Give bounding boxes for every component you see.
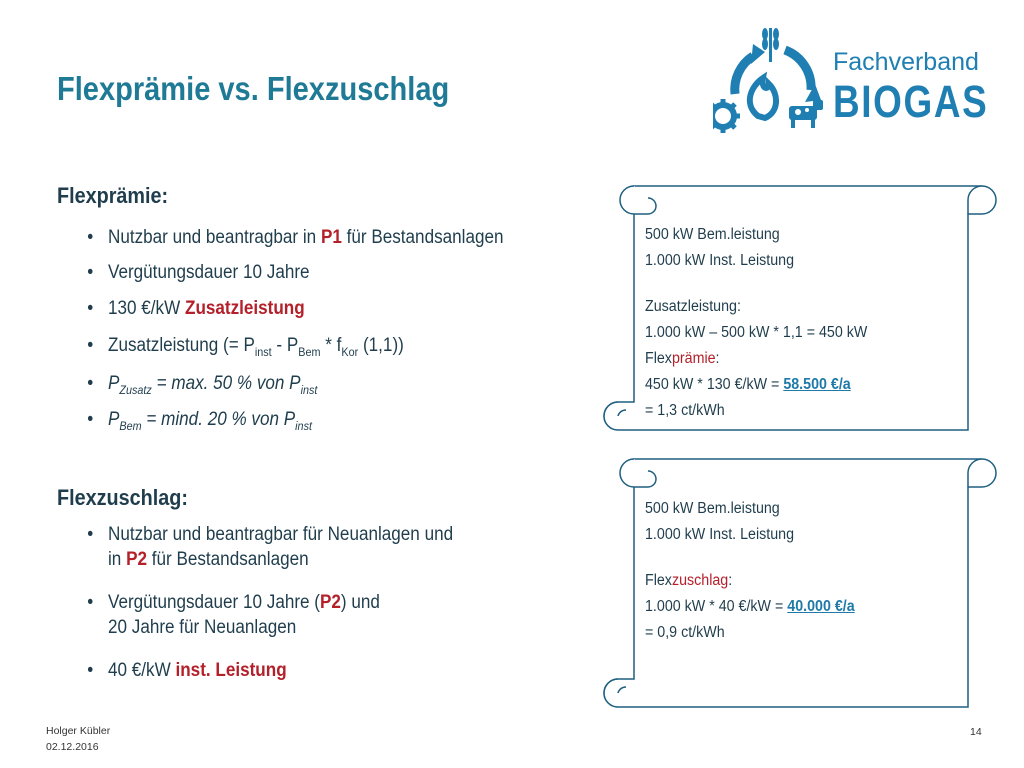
list-item: • Nutzbar und beantragbar in P1 für Bestandsanlagen: [87, 227, 504, 248]
footer-date: 02.12.2016: [46, 741, 99, 753]
biogas-emblem-icon: [713, 24, 833, 144]
footer-author: Holger Kübler: [46, 725, 111, 737]
list-item: • Nutzbar und beantragbar für Neuanlagen und in P2 für Bestandsanlagen: [87, 524, 454, 570]
list-item: • 40 €/kW inst. Leistung: [87, 660, 287, 681]
list-item: • $P_{Zusatz} = \max$. 50 % von $P_{inst}$: [87, 373, 318, 397]
list-item: • Zusatzleistung (= $P_{inst} - P_{Bem} * f_{Kor}$ (1,1)): [87, 335, 404, 359]
fachverband-biogas-logo: [713, 24, 993, 144]
logo-text-fachverband: Fachverband: [833, 48, 979, 76]
logo-text-biogas: BIOGAS: [833, 76, 989, 127]
page-number: 14: [970, 726, 982, 738]
list-item: • 130 €/kW Zusatzleistung: [87, 298, 305, 319]
flexpraemie-heading: Flexprämie:: [57, 183, 169, 208]
calc-note-flexpraemie: 500 kW Bem.leistung 1.000 kW Inst. Leistung Zusatzleistung: 1.000 kW – 500 kW * 1,1 = 450 kW Flexprämie: 450 kW * 130 €/kW = 58.500 €/a = 1,3 ct/kWh: [645, 226, 868, 419]
calc-note-flexzuschlag: 500 kW Bem.leistung 1.000 kW Inst. Leistung Flexzuschlag: 1.000 kW * 40 €/kW = 40.000 €/a = 0,9 ct/kWh: [645, 500, 855, 641]
slide-title: Flexprämie vs. Flexzuschlag: [57, 70, 450, 107]
list-item: • Vergütungsdauer 10 Jahre: [87, 262, 310, 283]
flexzuschlag-heading: Flexzuschlag:: [57, 485, 188, 510]
list-item: • Vergütungsdauer 10 Jahre (P2) und 20 Jahre für Neuanlagen: [87, 592, 380, 638]
list-item: • $P_{Bem} = \min d$. 20 % von $P_{inst}$: [87, 409, 312, 433]
